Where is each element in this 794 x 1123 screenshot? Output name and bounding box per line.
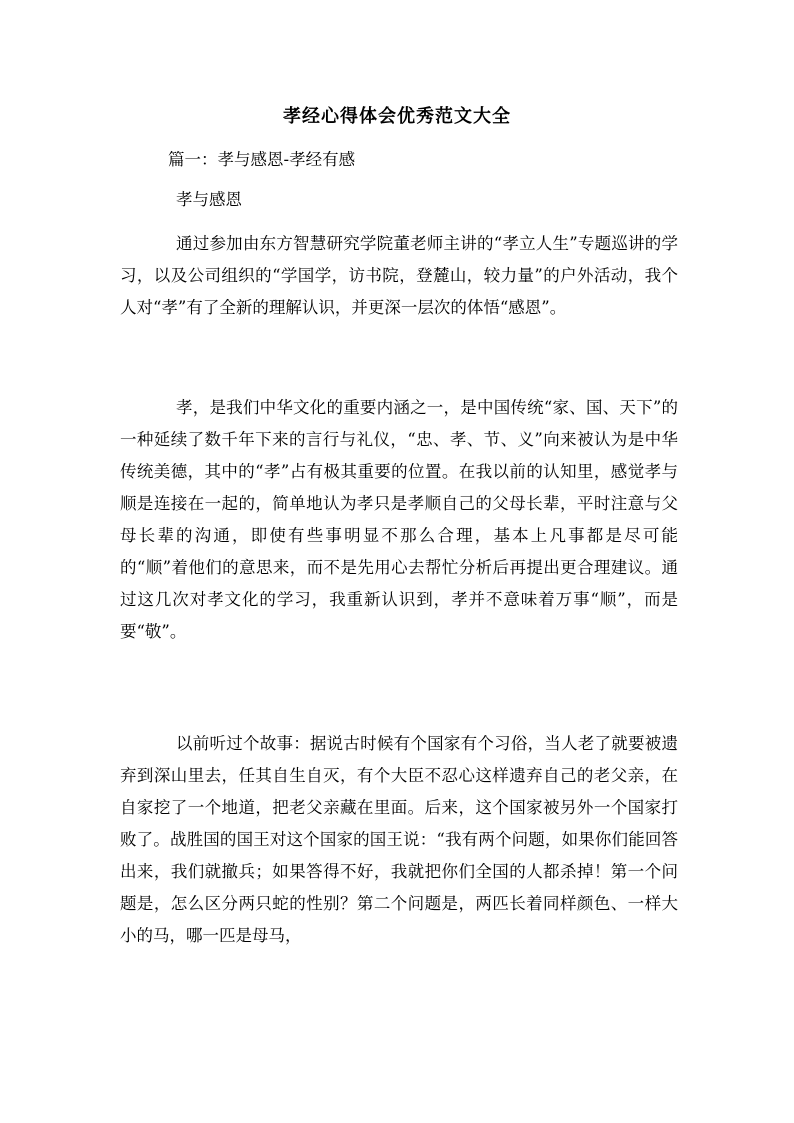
section-title: 篇一：孝与感恩-孝经有感 (168, 150, 356, 169)
body-paragraph: 孝，是我们中华文化的重要内涵之一，是中国传统“家、国、天下”的一种延续了数千年下来的言行与礼仪，“忠、孝、节、义”向来被认为是中华传统美德，其中的“孝”占有极其重要的位置。在我以前的认知里，感觉孝与顺是连接在一起的，简单地认为孝只是孝顺自己的父母长辈，平时注意与父母长辈的沟通，即使有些事明显不那么合理，基本上凡事都是尽可能的“顺”着他们的意思来，而不是先用心去帮忙分析后再提出更合理建议。通过这几次对孝文化的学习，我重新认识到，孝并不意味着万事“顺”，而是要“敬”。 (120, 398, 678, 641)
section-subtitle: 孝与感恩 (176, 190, 242, 209)
body-paragraph: 通过参加由东方智慧研究学院董老师主讲的“孝立人生”专题巡讲的学习，以及公司组织的“学国学，访书院，登麓山，较力量”的户外活动，我个人对“孝”有了全新的理解认识，并更深一层次的体悟“感恩”。 (120, 234, 678, 317)
document-title: 孝经心得体会优秀范文大全 (283, 106, 511, 127)
body-paragraph: 以前听过个故事：据说古时候有个国家有个习俗，当人老了就要被遗弃到深山里去，任其自生自灭，有个大臣不忍心这样遗弃自己的老父亲，在自家挖了一个地道，把老父亲藏在里面。后来，这个国家被另外一个国家打败了。战胜国的国王对这个国家的国王说：“我有两个问题，如果你们能回答出来，我们就撤兵；如果答得不好，我就把你们全国的人都杀掉！第一个问题是，怎么区分两只蛇的性别？第二个问题是，两匹长着同样颜色、一样大小的马，哪一匹是母马， (120, 734, 678, 945)
